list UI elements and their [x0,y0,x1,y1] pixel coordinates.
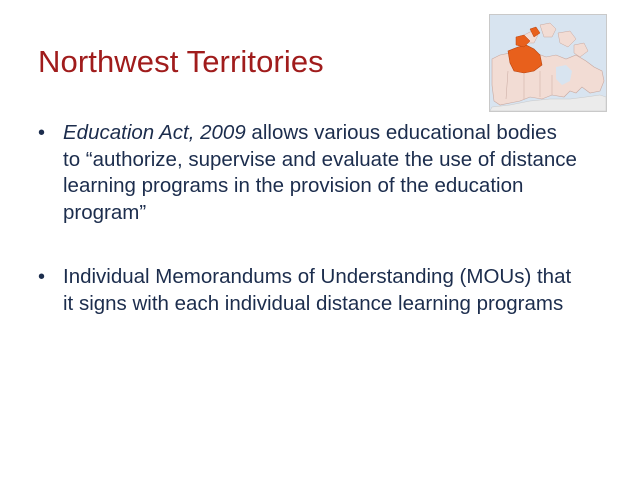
bullet-text: Individual Memorandums of Understanding (MOUs) that it signs with each individual distance learning programs [63,265,572,315]
canada-map-graphic [490,15,606,111]
bullet-item-mous [38,264,578,317]
slide-title: Northwest Territories [38,44,324,79]
bullet-list [38,120,578,317]
education-act-citation: Education Act, 2009 [63,121,246,144]
bullet-item-education-act [38,120,578,226]
canada-map-icon [489,14,607,112]
bullet-dot: • [38,122,46,144]
bullet-text: allows various educational bodies to “authorize, supervise and evaluate the use of distance learning programs in the provision of the education program” [63,121,577,224]
bullet-dot: • [38,266,46,288]
